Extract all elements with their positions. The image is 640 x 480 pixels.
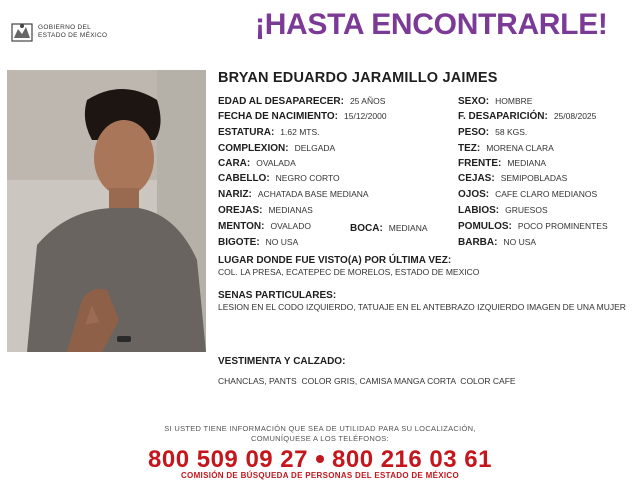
lugar-text: COL. LA PRESA, ECATEPEC DE MORELOS, ESTADO DE MEXICO [218, 267, 480, 277]
estatura-value: 1.62 MTS. [280, 127, 320, 137]
cejas-value: SEMIPOBLADAS [500, 173, 568, 183]
edad-row [218, 96, 385, 107]
barba-row [458, 237, 536, 248]
nariz-label: NARIZ: [218, 189, 252, 200]
menton-value: OVALADO [270, 221, 311, 231]
complexion-row [218, 143, 335, 154]
state-seal-icon [10, 20, 34, 44]
cabello-row [218, 173, 340, 184]
missing-person-photo [7, 70, 206, 352]
fecha-desaparicion-label: F. DESAPARICIÓN: [458, 111, 548, 122]
separator-dot-icon [316, 455, 324, 463]
pomulos-value: POCO PROMINENTES [517, 221, 608, 231]
frente-value: MEDIANA [507, 158, 547, 168]
edad-value: 25 AÑOS [349, 96, 386, 106]
logo-line-2: ESTADO DE MÉXICO [38, 32, 108, 39]
labios-value: GRUESOS [505, 205, 548, 215]
vestimenta-heading: VESTIMENTA Y CALZADO: [218, 356, 346, 367]
cara-row [218, 158, 296, 169]
estatura-row [218, 127, 320, 138]
bigote-label: BIGOTE: [218, 237, 260, 248]
ojos-label: OJOS: [458, 189, 490, 200]
cejas-label: CEJAS: [458, 173, 495, 184]
phone-number-1[interactable]: 800 509 09 27 [148, 446, 308, 473]
bigote-row [218, 237, 298, 248]
tez-label: TEZ: [458, 143, 481, 154]
fecha-nacimiento-value: 15/12/2000 [344, 111, 387, 121]
cabello-label: CABELLO: [218, 173, 270, 184]
labios-label: LABIOS: [458, 205, 500, 216]
tez-row [458, 143, 554, 154]
cara-label: CARA: [218, 158, 251, 169]
boca-row [350, 223, 428, 234]
sexo-row [458, 96, 532, 107]
ojos-row [458, 189, 597, 200]
orejas-label: OREJAS: [218, 205, 263, 216]
labios-row [458, 205, 548, 216]
menton-row [218, 221, 311, 232]
ojos-value: CAFE CLARO MEDIANOS [495, 189, 598, 199]
fecha-desaparicion-value: 25/08/2025 [553, 111, 597, 121]
barba-label: BARBA: [458, 237, 498, 248]
phone-number-2[interactable]: 800 216 03 61 [332, 446, 492, 473]
pomulos-label: POMULOS: [458, 221, 512, 232]
peso-row [458, 127, 527, 138]
contact-info-line-2: COMUNÍQUESE A LOS TELÉFONOS: [251, 434, 389, 443]
sexo-value: HOMBRE [495, 96, 533, 106]
fecha-desaparicion-row [458, 111, 596, 122]
orejas-value: MEDIANAS [268, 205, 313, 215]
commission-name: COMISIÓN DE BÚSQUEDA DE PERSONAS DEL ESTADO DE MÉXICO [180, 471, 459, 480]
cejas-row [458, 173, 567, 184]
senas-heading: SENAS PARTICULARES: [218, 290, 337, 301]
cara-value: OVALADA [256, 158, 296, 168]
cabello-value: NEGRO CORTO [275, 173, 340, 183]
sexo-label: SEXO: [458, 96, 490, 107]
orejas-row [218, 205, 313, 216]
person-name: BRYAN EDUARDO JARAMILLO JAIMES [218, 70, 498, 86]
peso-label: PESO: [458, 127, 490, 138]
estatura-label: ESTATURA: [218, 127, 275, 138]
government-logo [10, 20, 120, 46]
barba-value: NO USA [503, 237, 537, 247]
complexion-label: COMPLEXION: [218, 143, 289, 154]
headline: ¡HASTA ENCONTRARLE! [255, 8, 608, 41]
edad-label: EDAD AL DESAPARECER: [218, 96, 344, 107]
tez-value: MORENA CLARA [486, 143, 554, 153]
phone-numbers [0, 446, 640, 474]
menton-label: MENTON: [218, 221, 265, 232]
nariz-value: ACHATADA BASE MEDIANA [257, 189, 369, 199]
logo-line-1: GOBIERNO DEL [38, 24, 92, 31]
pomulos-row [458, 221, 608, 232]
peso-value: 58 KGS. [495, 127, 528, 137]
bigote-value: NO USA [265, 237, 299, 247]
boca-label: BOCA: [350, 223, 383, 234]
frente-label: FRENTE: [458, 158, 502, 169]
complexion-value: DELGADA [294, 143, 336, 153]
senas-text: LESION EN EL CODO IZQUIERDO, TATUAJE EN EL ANTEBRAZO IZQUIERDO IMAGEN DE UNA MUJER [218, 302, 626, 312]
boca-value: MEDIANA [388, 223, 428, 233]
lugar-heading: LUGAR DONDE FUE VISTO(A) POR ÚLTIMA VEZ: [218, 255, 452, 266]
vestimenta-text: CHANCLAS, PANTS COLOR GRIS, CAMISA MANGA CORTA COLOR CAFE [218, 376, 516, 386]
fecha-nacimiento-row [218, 111, 387, 122]
fecha-nacimiento-label: FECHA DE NACIMIENTO: [218, 111, 338, 122]
frente-row [458, 158, 546, 169]
contact-info-line-1: SI USTED TIENE INFORMACIÓN QUE SEA DE UTILIDAD PARA SU LOCALIZACIÓN, [164, 424, 476, 433]
nariz-row [218, 189, 369, 200]
